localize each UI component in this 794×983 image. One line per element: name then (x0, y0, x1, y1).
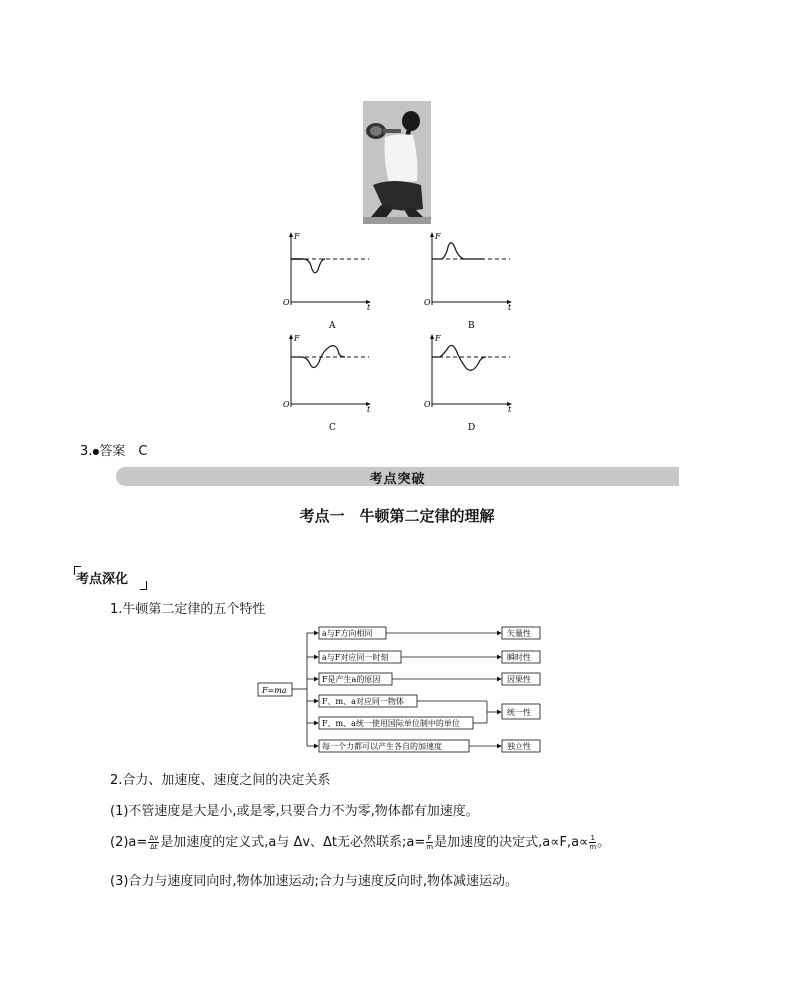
fraction-1-m: $\frac{1}{m}$ (589, 834, 597, 851)
diagram-box-3: F是产生a的原因 (322, 675, 381, 684)
diagram-box-1: a与F方向相同 (322, 629, 373, 638)
graph-c-origin: O (283, 400, 290, 409)
diagram-box-4: F、m、a对应同一物体 (322, 697, 404, 706)
banner-title: 考点突破 (369, 472, 426, 487)
graph-b-axis-y: F (435, 232, 441, 241)
graph-d (424, 332, 534, 434)
p2-part-b: 是加速度的定义式,a与 Δv、Δt无必然联系;a= (160, 835, 426, 850)
graph-b-label: B (468, 321, 475, 331)
diagram-root: F=ma (262, 686, 287, 695)
answer-number: 3. (80, 444, 93, 459)
property-diagram (255, 623, 545, 757)
diagram-result-5: 独立性 (507, 742, 531, 751)
graph-b (424, 230, 534, 332)
paragraph-3: (3)合力与速度同向时,物体加速运动;合力与速度反向时,物体减速运动。 (110, 874, 519, 889)
graph-a-axis-x: t (367, 303, 371, 312)
graph-b-axis-x: t (508, 303, 512, 312)
fraction-f-m: $\frac{F}{m}$ (426, 834, 434, 851)
item-2-heading: 2.合力、加速度、速度之间的决定关系 (110, 773, 331, 788)
fraction-dv-dt: $\frac{\Delta v}{\Delta t}$ (149, 834, 159, 851)
p2-part-c: 是加速度的决定式,a∝F,a∝ (434, 835, 589, 850)
graph-a (283, 230, 393, 332)
graph-c-axis-x: t (367, 405, 371, 414)
graph-a-origin: O (283, 298, 290, 307)
graph-c-label: C (329, 423, 336, 433)
section-title: 考点一 牛顿第二定律的理解 (299, 507, 495, 525)
paragraph-2 (110, 831, 610, 851)
graph-d-axis-x: t (508, 405, 512, 414)
graph-d-origin: O (424, 400, 431, 409)
item-1-heading: 1.牛顿第二定律的五个特性 (110, 602, 266, 617)
p2-part-a: (2)a= (110, 835, 148, 850)
graph-c-axis-y: F (294, 334, 300, 343)
diagram-box-6: 每一个力都可以产生各自的加速度 (322, 742, 442, 751)
diagram-result-3: 因果性 (507, 675, 531, 684)
answer-mark-icon: ● (92, 447, 100, 456)
diagram-result-1: 矢量性 (507, 629, 531, 638)
graph-d-axis-y: F (435, 334, 441, 343)
graph-b-origin: O (424, 298, 431, 307)
diagram-result-4: 统一性 (507, 708, 531, 717)
paragraph-1: (1)不管速度是大是小,或是零,只要合力不为零,物体都有加速度。 (110, 804, 479, 819)
diagram-box-5: F、m、a统一使用国际单位制中的单位 (322, 719, 460, 728)
p2-part-d: 。 (597, 835, 611, 850)
bracket-right-icon (140, 581, 147, 590)
diagram-result-2: 瞬时性 (507, 653, 531, 662)
graph-a-axis-y: F (294, 232, 300, 241)
answer-line (80, 440, 147, 459)
squat-photo (363, 101, 431, 224)
answer-text: 答案 C (99, 444, 148, 459)
graph-d-label: D (468, 423, 476, 433)
graph-a-label: A (329, 321, 336, 331)
sub-label: 考点深化 (76, 572, 129, 587)
graph-c (283, 332, 393, 434)
diagram-box-2: a与F对应同一时刻 (322, 653, 389, 662)
